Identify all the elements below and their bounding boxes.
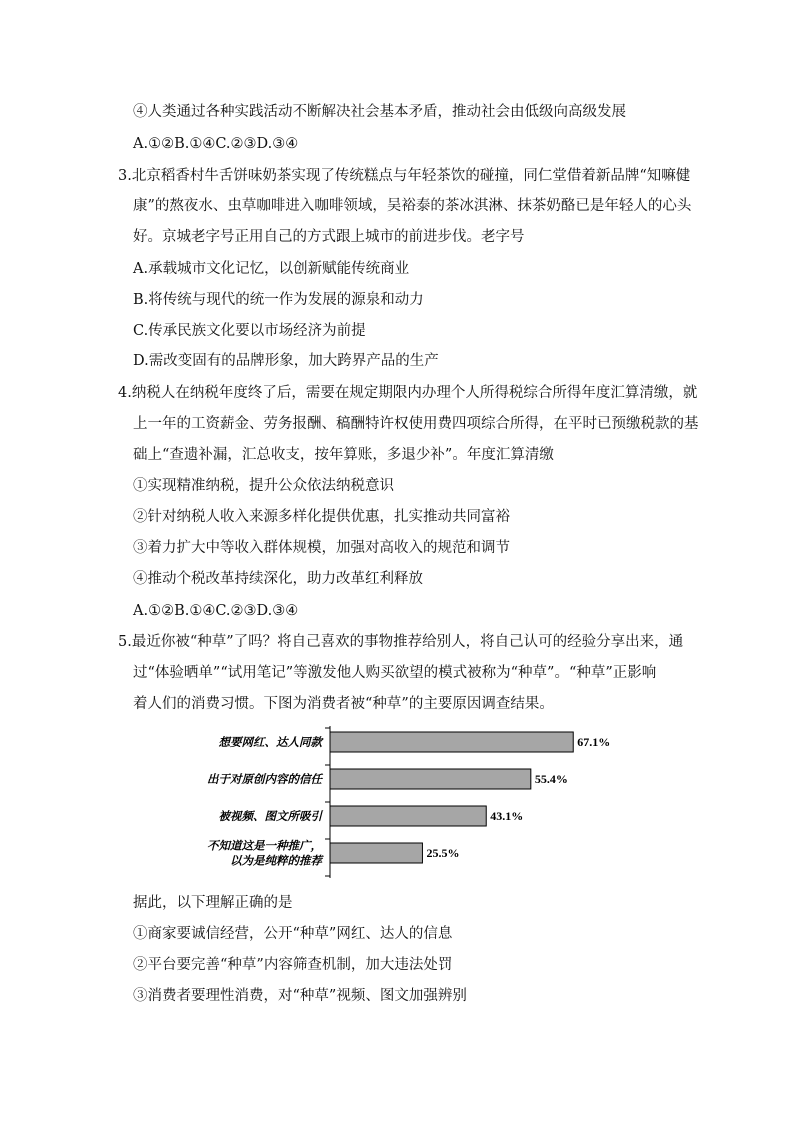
chart-bar [330, 843, 422, 863]
chart-category-label: 被视频、图文所吸引 [218, 809, 322, 823]
q4-item-1: ①实现精准纳税，提升公众依法纳税意识 [133, 478, 394, 494]
q4-stem-line-3: 础上“查遗补漏，汇总收支，按年算账，多退少补”。年度汇算清缴 [133, 447, 554, 463]
q4-options: A.①②B.①④C.②③D.③④ [133, 603, 299, 619]
chart-value-label: 43.1% [490, 809, 524, 823]
q5-stem-line-2: 过“体验晒单”“试用笔记”等激发他人购买欲望的模式被称为“种草”。“种草”正影响 [133, 665, 657, 681]
chart-category-label: 出于对原创内容的信任 [207, 772, 322, 786]
chart-category-label: 想要网红、达人同款 [218, 735, 322, 749]
q5-item-2: ②平台要完善“种草”内容筛查机制，加大违法处罚 [133, 957, 453, 973]
q5-item-3: ③消费者要理性消费，对“种草”视频、图文加强辨别 [133, 988, 467, 1004]
survey-bar-chart [190, 726, 630, 878]
chart-bar [330, 806, 486, 826]
q3-option-d: D.需改变固有的品牌形象，加大跨界产品的生产 [133, 353, 439, 369]
q3-option-a: A.承载城市文化记忆，以创新赋能传统商业 [133, 261, 410, 277]
q4-stem-line-2: 上一年的工资薪金、劳务报酬、稿酬特许权使用费四项综合所得，在平时已预缴税款的基 [133, 416, 699, 432]
q5-stem-line-1: 5.最近你被“种草”了吗？将自己喜欢的事物推荐给别人，将自己认可的经验分享出来，通 [118, 634, 684, 650]
chart-bar [330, 769, 531, 789]
chart-value-label: 67.1% [577, 735, 611, 749]
chart-value-label: 25.5% [426, 846, 460, 860]
q4-item-2: ②针对纳税人收入来源多样化提供优惠，扎实推动共同富裕 [133, 509, 510, 525]
q2-options: A.①②B.①④C.②③D.③④ [133, 136, 299, 152]
q4-item-4: ④推动个税改革持续深化，助力改革红利释放 [133, 571, 423, 587]
q4-item-3: ③着力扩大中等收入群体规模，加强对高收入的规范和调节 [133, 540, 510, 556]
q4-stem-line-1: 4.纳税人在纳税年度终了后，需要在规定期限内办理个人所得税综合所得年度汇算清缴，就 [118, 385, 698, 401]
q2-item-4: ④人类通过各种实践活动不断解决社会基本矛盾，推动社会由低级向高级发展 [133, 104, 626, 120]
chart-category-label: 不知道这是一种推广，以为是纯粹的推荐 [207, 838, 322, 868]
q5-item-1: ①商家要诚信经营，公开“种草”网红、达人的信息 [133, 926, 453, 942]
q3-option-c: C.传承民族文化要以市场经济为前提 [133, 323, 366, 339]
q3-stem-line-3: 好。京城老字号正用自己的方式跟上城市的前进步伐。老字号 [133, 229, 525, 245]
q5-stem-line-3: 着人们的消费习惯。下图为消费者被“种草”的主要原因调查结果。 [133, 696, 554, 712]
chart-value-label: 55.4% [534, 772, 568, 786]
q3-stem-line-2: 康”的熬夜水、虫草咖啡进入咖啡领域，吴裕泰的茶冰淇淋、抹茶奶酪已是年轻人的心头 [133, 198, 692, 214]
q3-stem-line-1: 3.北京稻香村牛舌饼味奶茶实现了传统糕点与年轻茶饮的碰撞，同仁堂借着新品牌“知嘛健 [118, 168, 691, 184]
q3-option-b: B.将传统与现代的统一作为发展的源泉和动力 [133, 292, 424, 308]
chart-bar [330, 732, 573, 752]
q5-after-chart-text: 据此，以下理解正确的是 [133, 895, 293, 911]
